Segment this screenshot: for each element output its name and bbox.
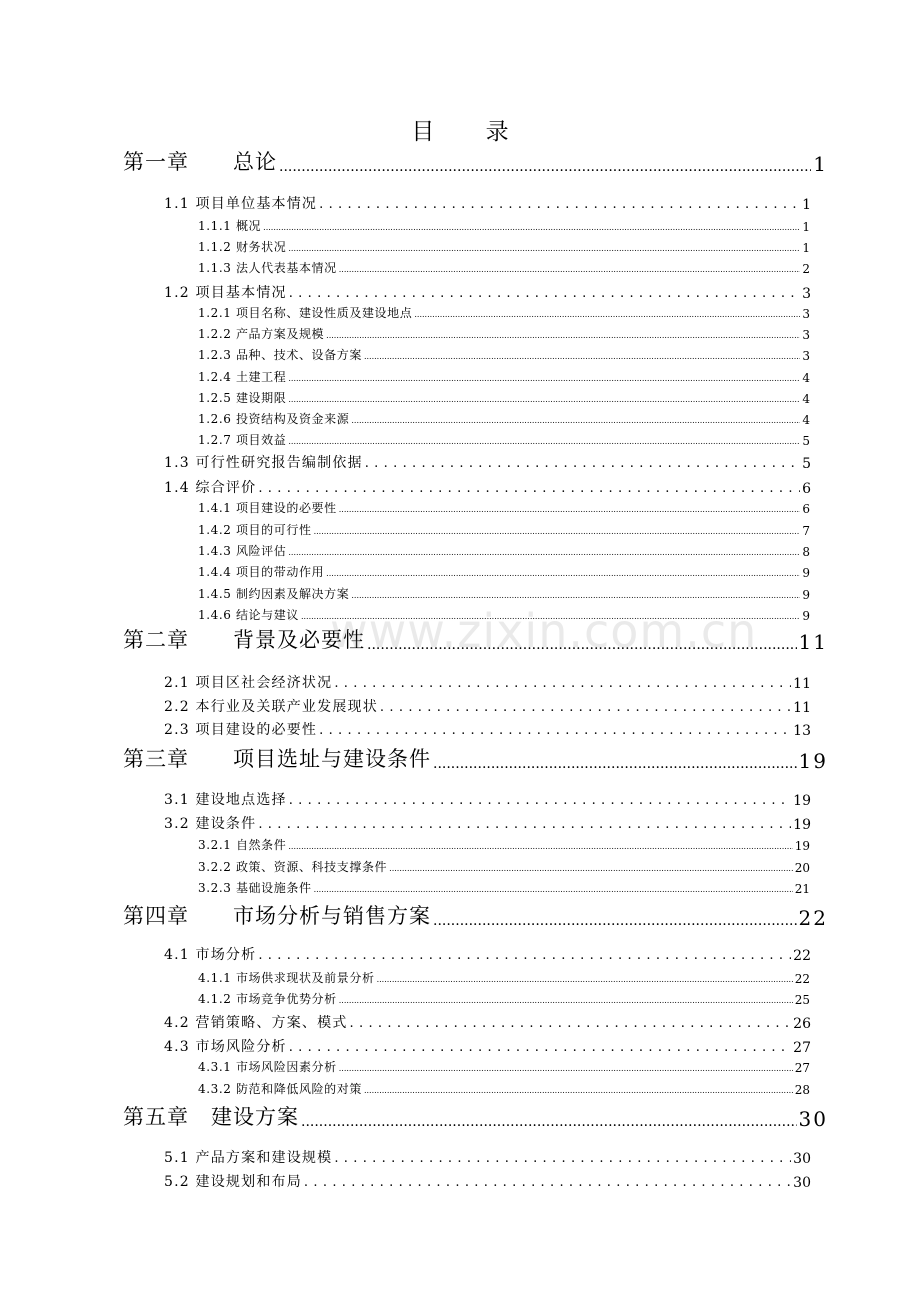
- dot-leader: [258, 947, 791, 964]
- toc-page-number: 8: [802, 545, 810, 559]
- toc-entry-label: 4.3.2 防范和降低风险的对策: [198, 1082, 362, 1096]
- toc-entry-label: 1.4.3 风险评估: [198, 544, 287, 558]
- toc-entry-label: 2.3 项目建设的必要性: [164, 722, 318, 738]
- toc-entry-label: 4.3 市场风险分析: [164, 1039, 287, 1055]
- toc-sub-row: [198, 367, 810, 385]
- toc-entry-label: 第三章 项目选址与建设条件: [123, 747, 431, 771]
- toc-page-number: 28: [794, 1083, 810, 1097]
- toc-sub-row: [198, 857, 810, 875]
- toc-page-number: 22: [793, 948, 811, 964]
- toc-chapter-row: [123, 146, 828, 176]
- toc-page-number: 11: [793, 676, 811, 692]
- toc-section-row: [164, 696, 811, 716]
- dot-leader: [288, 243, 800, 255]
- toc-entry-label: 1.2.5 建设期限: [198, 391, 287, 405]
- toc-page-number: 3: [802, 286, 811, 302]
- toc-sub-row: [198, 216, 810, 234]
- dot-leader: [288, 394, 800, 406]
- toc-section-row: [164, 719, 811, 739]
- toc-entry-label: 1.4.1 项目建设的必要性: [198, 501, 337, 515]
- dot-leader: [314, 884, 793, 896]
- toc-entry-label: 1.2.6 投资结构及资金来源: [198, 412, 350, 426]
- toc-entry-label: 1.4.6 结论与建议: [198, 608, 299, 622]
- toc-entry-label: 1.4 综合评价: [164, 480, 257, 496]
- toc-page-number: 19: [793, 817, 811, 833]
- toc-section-row: [164, 1147, 811, 1167]
- toc-entry-label: 1.2.4 土建工程: [198, 370, 287, 384]
- toc-page-number: 6: [802, 481, 811, 497]
- dot-leader: [364, 1085, 793, 1097]
- toc-page-number: 19: [793, 793, 811, 809]
- toc-entry-label: 第四章 市场分析与销售方案: [123, 904, 431, 928]
- toc-page-number: 9: [802, 609, 810, 623]
- toc-entry-label: 1.2.1 项目名称、建设性质及建设地点: [198, 306, 413, 320]
- toc-entry-label: 2.1 项目区社会经济状况: [164, 675, 333, 691]
- toc-entry-label: 1.4.2 项目的可行性: [198, 523, 312, 537]
- dot-leader: [289, 1039, 791, 1056]
- toc-page-number: 11: [793, 700, 811, 716]
- toc-page-number: 4: [802, 392, 810, 406]
- dot-leader: [380, 699, 791, 716]
- toc-chapter-row: [123, 743, 828, 773]
- toc-section-row: [164, 789, 811, 809]
- toc-sub-row: [198, 258, 810, 276]
- toc-entry-label: 4.3.1 市场风险因素分析: [198, 1060, 337, 1074]
- toc-page-number: 9: [802, 566, 810, 580]
- toc-page-number: 11: [798, 630, 828, 654]
- toc-entry-label: 1.1.1 概况: [198, 219, 262, 233]
- dot-leader: [288, 436, 800, 448]
- toc-entry-label: 第一章 总论: [123, 150, 277, 174]
- dot-leader: [289, 792, 791, 809]
- dot-leader: [339, 1063, 793, 1075]
- toc-page-number: 9: [802, 588, 810, 602]
- toc-entry-label: 3.1 建设地点选择: [164, 792, 287, 808]
- dot-leader: [263, 222, 800, 234]
- toc-page-number: 22: [794, 972, 810, 986]
- toc-sub-row: [198, 345, 810, 363]
- toc-sub-row: [198, 562, 810, 580]
- toc-page-number: 27: [794, 1061, 810, 1075]
- toc-entry-label: 1.1.3 法人代表基本情况: [198, 261, 337, 275]
- dot-leader: [301, 1113, 797, 1131]
- toc-entry-label: 3.2.3 基础设施条件: [198, 881, 312, 895]
- toc-entry-label: 3.2.1 自然条件: [198, 838, 287, 852]
- dot-leader: [314, 526, 801, 538]
- toc-page-number: 27: [793, 1040, 811, 1056]
- toc-entry-label: 1.2 项目基本情况: [164, 285, 287, 301]
- toc-page-number: 4: [802, 371, 810, 385]
- toc-sub-row: [198, 430, 810, 448]
- dot-leader: [365, 455, 800, 472]
- toc-page-number: 20: [794, 861, 810, 875]
- toc-entry-label: 1.2.7 项目效益: [198, 433, 287, 447]
- dot-leader: [389, 863, 793, 875]
- toc-sub-row: [198, 303, 810, 321]
- toc-page-number: 21: [794, 882, 810, 896]
- dot-leader: [319, 722, 791, 739]
- toc-section-row: [164, 282, 811, 302]
- toc-sub-row: [198, 968, 810, 986]
- dot-leader: [304, 1174, 791, 1191]
- dot-leader: [339, 264, 801, 276]
- toc-entry-label: 4.1.1 市场供求现状及前景分析: [198, 971, 375, 985]
- toc-entry-label: 1.1 项目单位基本情况: [164, 196, 318, 212]
- dot-leader: [258, 480, 800, 497]
- toc-entry-label: 1.4.4 项目的带动作用: [198, 565, 325, 579]
- toc-page-number: 6: [802, 502, 810, 516]
- watermark: www.zixin.com.cn: [330, 604, 758, 658]
- toc-sub-row: [198, 324, 810, 342]
- toc-entry-label: 1.3 可行性研究报告编制依据: [164, 455, 363, 471]
- toc-page-number: 2: [802, 262, 810, 276]
- toc-sub-row: [198, 878, 810, 896]
- toc-page-number: 3: [802, 349, 810, 363]
- toc-entry-label: 第二章 背景及必要性: [123, 628, 365, 652]
- dot-leader: [334, 1150, 791, 1167]
- toc-section-row: [164, 1012, 811, 1032]
- toc-sub-row: [198, 584, 810, 602]
- toc-entry-label: 4.1.2 市场竞争优势分析: [198, 992, 337, 1006]
- toc-page-number: 3: [802, 328, 810, 342]
- toc-page-number: 30: [798, 1107, 828, 1131]
- toc-entry-label: 1.2.2 产品方案及规模: [198, 327, 325, 341]
- toc-section-row: [164, 672, 811, 692]
- dot-leader: [289, 285, 800, 302]
- dot-leader: [339, 504, 801, 516]
- dot-leader: [339, 995, 793, 1007]
- toc-page-number: 30: [793, 1175, 811, 1191]
- toc-page-number: 1: [802, 197, 811, 213]
- toc-entry-label: 第五章 建设方案: [123, 1105, 299, 1129]
- dot-leader: [414, 309, 800, 321]
- toc-sub-row: [198, 541, 810, 559]
- toc-page-number: 13: [793, 723, 811, 739]
- toc-entry-label: 3.2 建设条件: [164, 816, 257, 832]
- toc-sub-row: [198, 388, 810, 406]
- toc-title: 目 录: [411, 119, 531, 145]
- toc-entry-label: 2.2 本行业及关联产业发展现状: [164, 699, 378, 715]
- dot-leader: [279, 158, 811, 176]
- toc-entry-label: 5.2 建设规划和布局: [164, 1174, 302, 1190]
- dot-leader: [433, 755, 797, 773]
- toc-sub-row: [198, 1057, 810, 1075]
- toc-page-number: 1: [802, 241, 810, 255]
- dot-leader: [326, 568, 800, 580]
- toc-page-number: 30: [793, 1151, 811, 1167]
- toc-section-row: [164, 813, 811, 833]
- dot-leader: [319, 196, 800, 213]
- toc-entry-label: 1.2.3 品种、技术、设备方案: [198, 348, 362, 362]
- dot-leader: [377, 974, 793, 986]
- toc-page-number: 1: [802, 220, 810, 234]
- toc-entry-label: 4.2 营销策略、方案、模式: [164, 1015, 348, 1031]
- toc-section-row: [164, 1171, 811, 1191]
- toc-page-number: 1: [813, 152, 828, 176]
- toc-sub-row: [198, 989, 810, 1007]
- toc-page-number: 26: [793, 1016, 811, 1032]
- toc-page-number: 22: [798, 906, 828, 930]
- dot-leader: [258, 816, 791, 833]
- dot-leader: [350, 1015, 792, 1032]
- toc-chapter-row: [123, 1101, 828, 1131]
- toc-sub-row: [198, 520, 810, 538]
- dot-leader: [364, 351, 800, 363]
- toc-page-number: 5: [802, 434, 810, 448]
- toc-sub-row: [198, 1079, 810, 1097]
- dot-leader: [288, 841, 792, 853]
- toc-page-number: 19: [794, 839, 810, 853]
- toc-page-number: 5: [802, 456, 811, 472]
- toc-entry-label: 4.1 市场分析: [164, 947, 257, 963]
- toc-entry-label: 1.4.5 制约因素及解决方案: [198, 587, 350, 601]
- toc-page-number: 25: [794, 993, 810, 1007]
- toc-page-number: 7: [802, 524, 810, 538]
- dot-leader: [326, 330, 800, 342]
- dot-leader: [288, 547, 800, 559]
- dot-leader: [334, 675, 791, 692]
- toc-page-number: 19: [798, 749, 828, 773]
- toc-section-row: [164, 452, 811, 472]
- toc-page-number: 3: [802, 307, 810, 321]
- toc-entry-label: 3.2.2 政策、资源、科技支撑条件: [198, 860, 388, 874]
- dot-leader: [351, 590, 800, 602]
- toc-entry-label: 1.1.2 财务状况: [198, 240, 287, 254]
- toc-entry-label: 5.1 产品方案和建设规模: [164, 1150, 333, 1166]
- toc-section-row: [164, 1036, 811, 1056]
- toc-section-row: [164, 477, 811, 497]
- dot-leader: [433, 912, 797, 930]
- toc-sub-row: [198, 237, 810, 255]
- toc-sub-row: [198, 498, 810, 516]
- toc-section-row: [164, 944, 811, 964]
- toc-chapter-row: [123, 900, 828, 930]
- dot-leader: [351, 415, 800, 427]
- toc-section-row: [164, 193, 811, 213]
- dot-leader: [288, 373, 800, 385]
- toc-sub-row: [198, 409, 810, 427]
- toc-page-number: 4: [802, 413, 810, 427]
- toc-sub-row: [198, 835, 810, 853]
